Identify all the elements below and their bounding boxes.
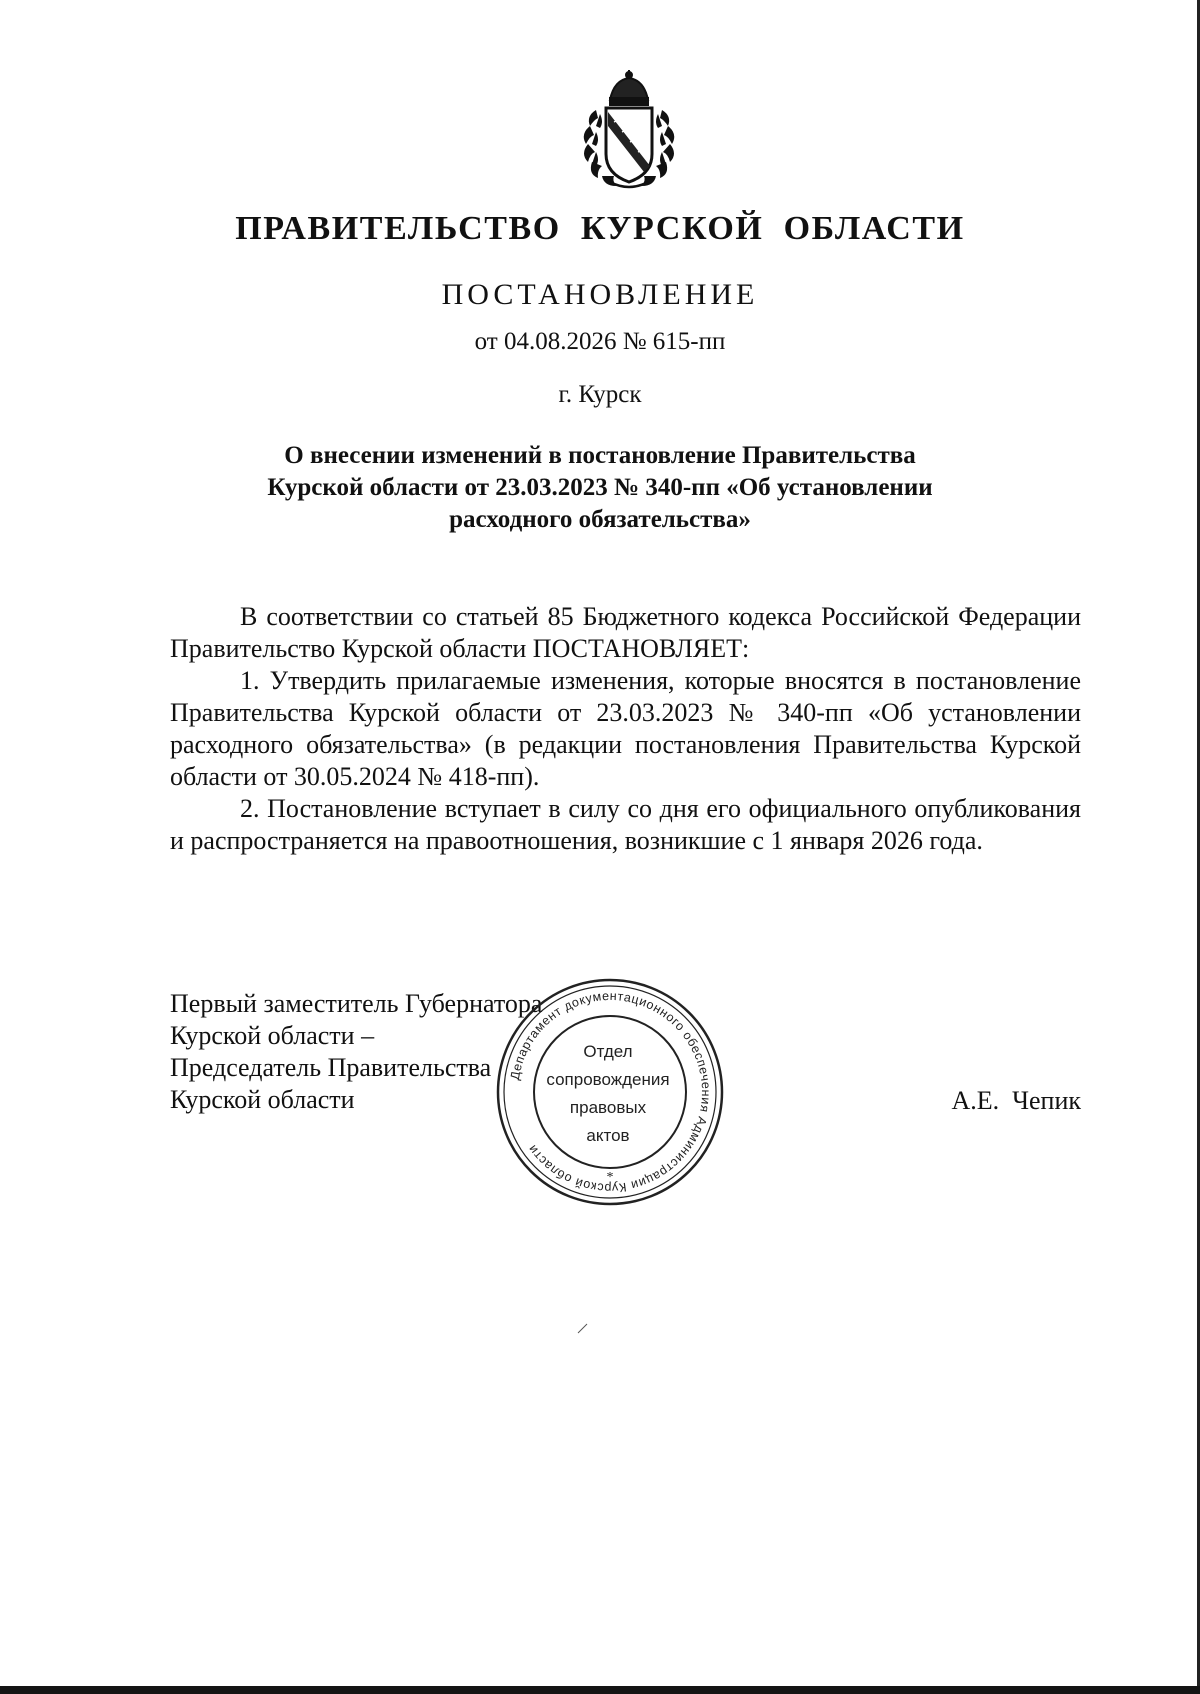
signer-position-line: Курской области bbox=[170, 1085, 355, 1114]
stamp-star-icon: * bbox=[606, 1170, 614, 1185]
stamp-inner-line: сопровождения bbox=[546, 1070, 670, 1089]
signer-position-line: Председатель Правительства bbox=[170, 1053, 492, 1082]
signer-position bbox=[170, 988, 542, 1116]
document-subject bbox=[170, 440, 1030, 536]
document-city: г. Курск bbox=[558, 381, 642, 408]
stamp-inner-line: актов bbox=[586, 1126, 630, 1145]
subject-line: Курской области от 23.03.2023 № 340-пп «Об установлении bbox=[267, 474, 933, 501]
pen-mark bbox=[577, 1322, 589, 1334]
stamp-inner-line: Отдел bbox=[583, 1042, 633, 1061]
signer-position-line: Курской области – bbox=[170, 1021, 375, 1050]
signer-name: А.Е. Чепик bbox=[951, 1086, 1081, 1115]
scan-edge-bottom bbox=[0, 1686, 1200, 1694]
body-paragraph: 1. Утвердить прилагаемые изменения, которые вносятся в постановление Правительства Курской области от 23.03.2023 № 340-пп «Об установлении расходного обязательства» (в редакции постановления Правительства Курской области от 30.05.2024 № 418-пп). bbox=[170, 666, 1081, 791]
document-type: ПОСТАНОВЛЕНИЕ bbox=[441, 278, 759, 311]
subject-line: О внесении изменений в постановление Правительства bbox=[284, 442, 916, 469]
body-paragraph: 2. Постановление вступает в силу со дня его официального опубликования и распространяется на правоотношения, возникшие с 1 января 2026 года. bbox=[170, 794, 1081, 855]
subject-line: расходного обязательства» bbox=[449, 506, 751, 533]
body-paragraph: В соответствии со статьей 85 Бюджетного кодекса Российской Федерации Правительство Курской области ПОСТАНОВЛЯЕТ: bbox=[170, 602, 1081, 663]
government-title: ПРАВИТЕЛЬСТВО КУРСКОЙ ОБЛАСТИ bbox=[235, 210, 965, 247]
document-date-number: от 04.08.2026 № 615-пп bbox=[474, 328, 726, 355]
document-body bbox=[170, 601, 1081, 857]
coat-of-arms-icon bbox=[566, 70, 692, 196]
stamp-inner-text bbox=[544, 1038, 672, 1150]
stamp-inner-line: правовых bbox=[569, 1098, 647, 1117]
signer-position-line: Первый заместитель Губернатора bbox=[170, 989, 543, 1018]
stamp-outer-text: Департамент документационного обеспечения Администрации Курской области bbox=[507, 988, 714, 1196]
